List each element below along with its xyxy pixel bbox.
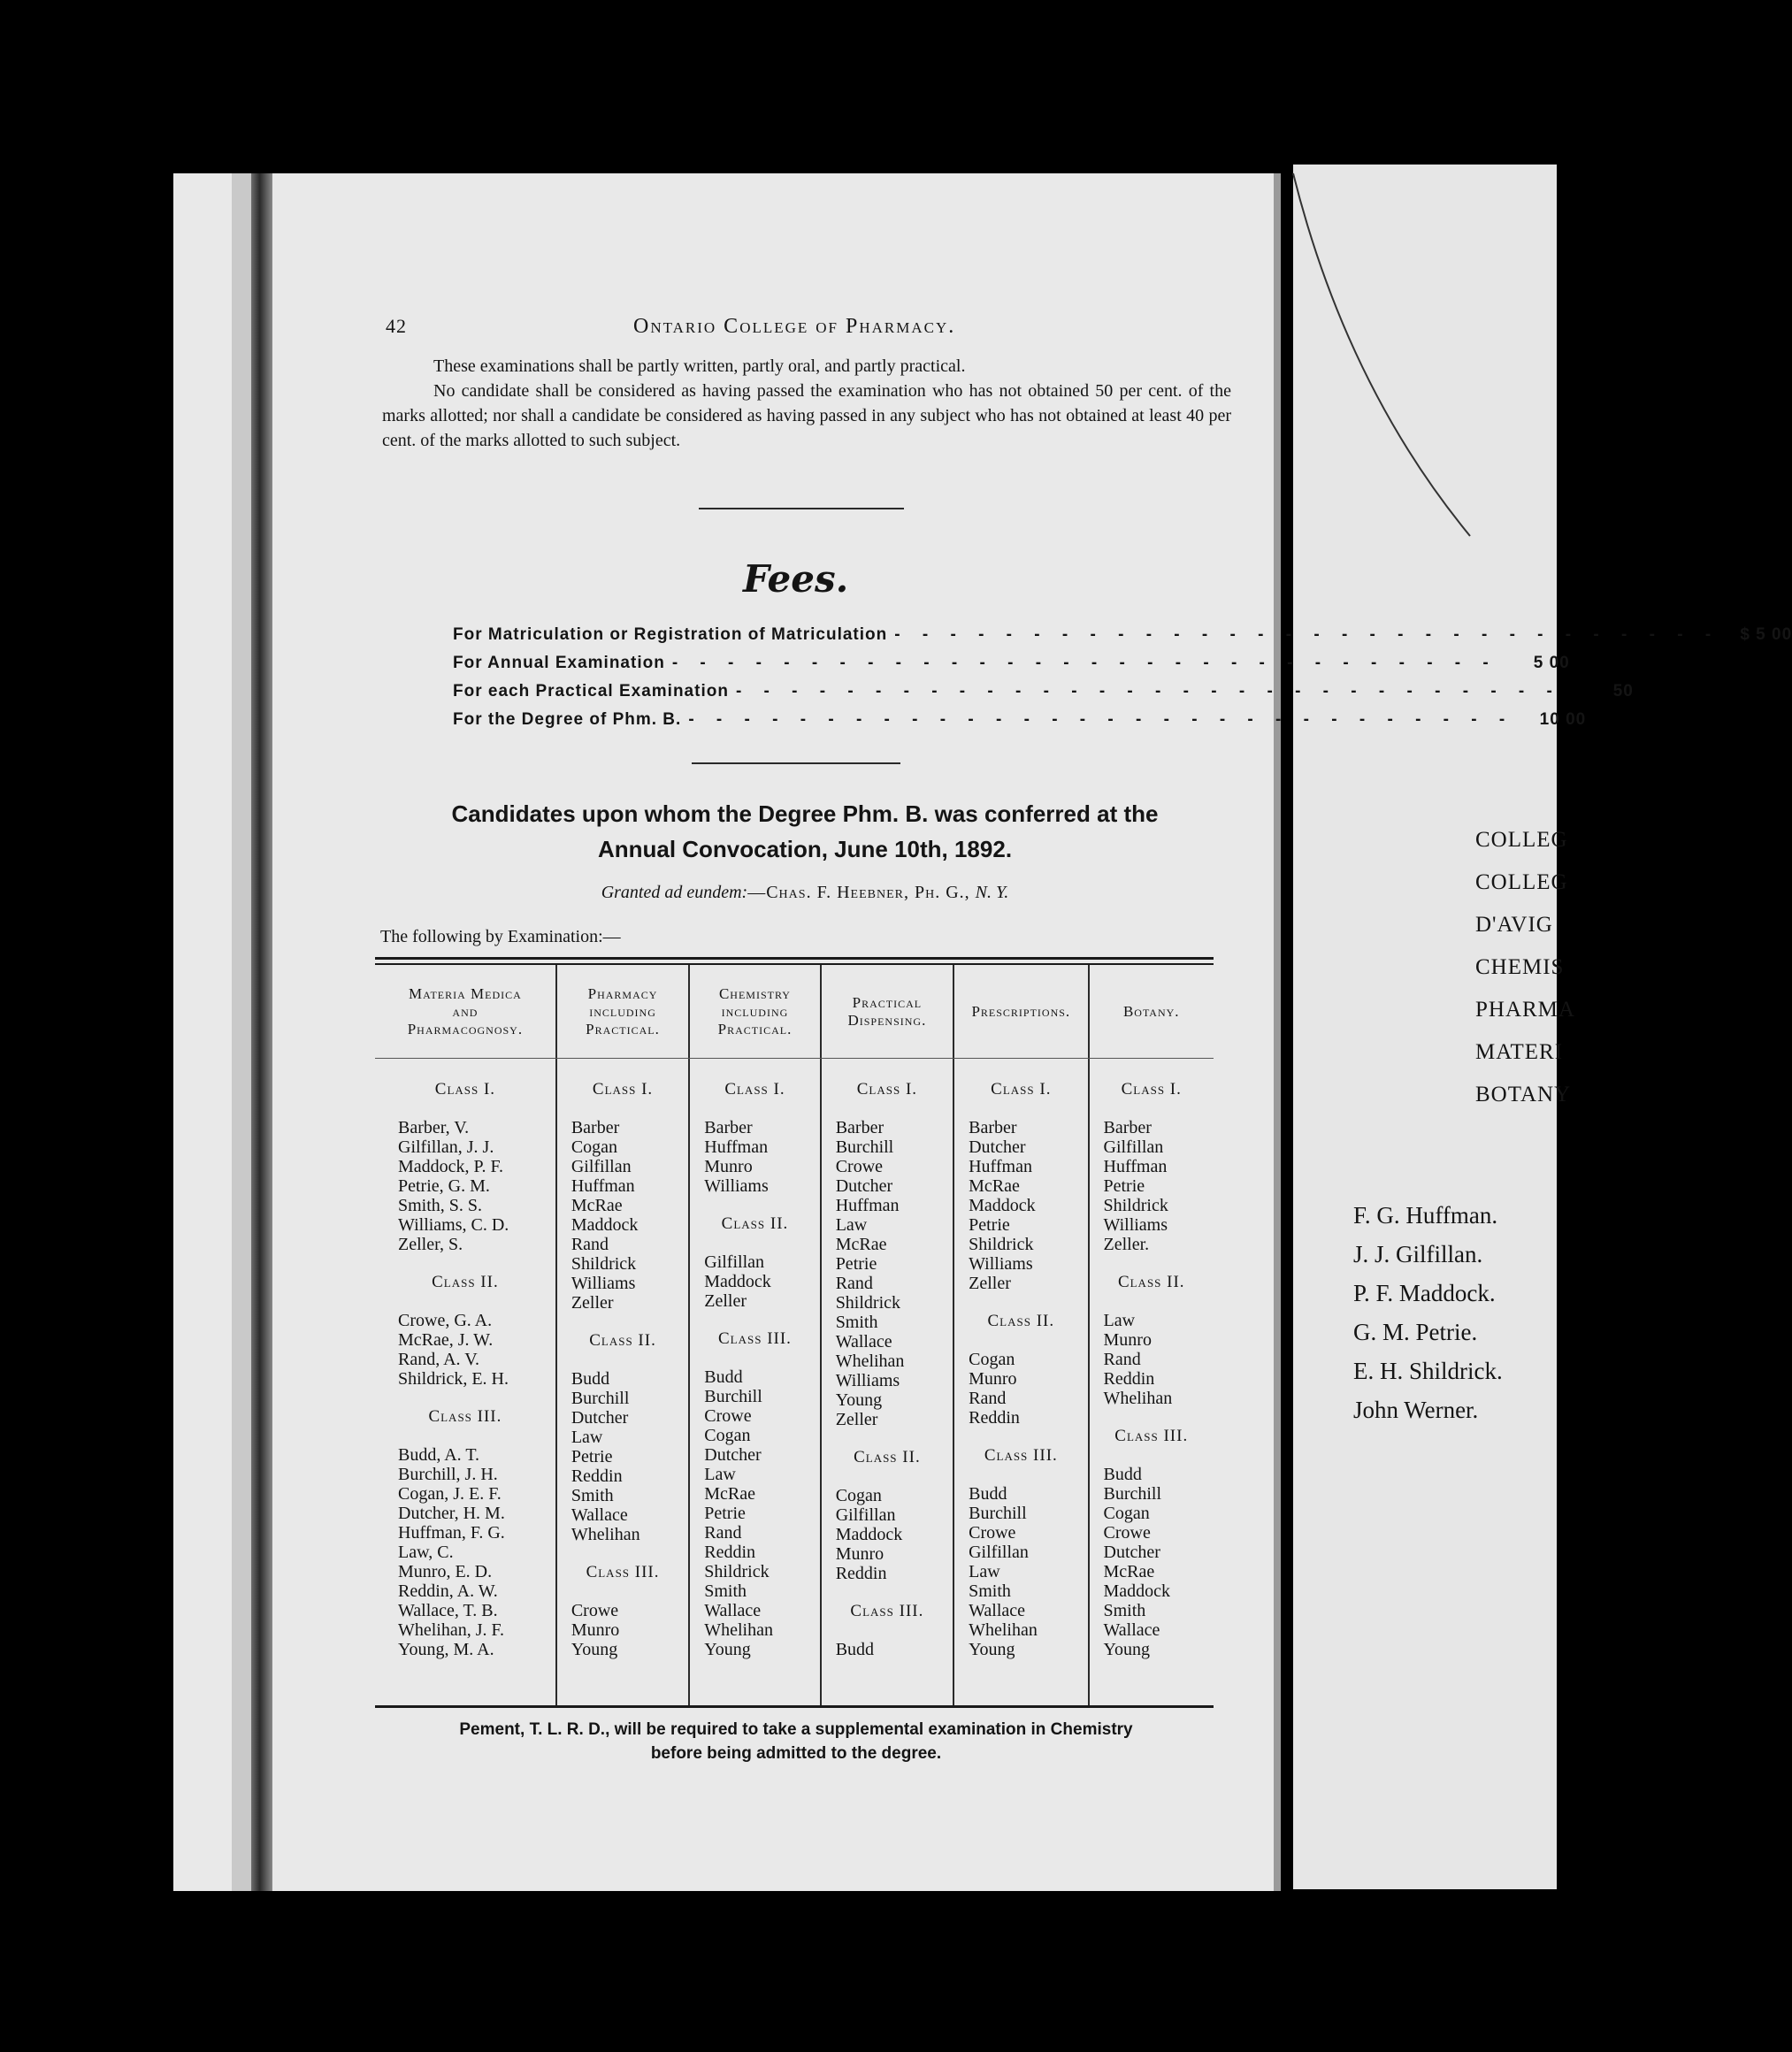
candidate-name: Maddock [571,1215,639,1235]
page-curl-line [1293,165,1557,536]
spacer [690,1311,819,1329]
table-column [690,965,821,1705]
spacer [690,1196,819,1214]
candidate-name: Dutcher [969,1137,1026,1157]
candidate-name: Smith, S. S. [398,1196,483,1215]
candidate-name: Gilfillan [704,1252,765,1272]
candidate-name: Burchill [571,1389,630,1408]
candidate-name: Williams [571,1274,636,1293]
candidate-name: Law [571,1428,603,1447]
candidate-name: Zeller [571,1293,614,1313]
candidate-name: Zeller [969,1274,1011,1293]
class-heading: Class II. [1117,1273,1185,1291]
candidate-name: Huffman [969,1157,1032,1176]
table-column [375,965,557,1705]
candidate-name: Budd [1103,1465,1142,1484]
candidate-name: Young [1103,1640,1150,1659]
column-header-line: Practical [852,993,923,1011]
fee-leader-dots: - - - - - - - - - - - - - - - - - - - - - - - - - - - - - - [688,710,1514,729]
spacer [822,1583,953,1602]
spacer [822,1621,953,1640]
candidate-name: Wallace [835,1332,892,1351]
divider [692,762,900,764]
facing-page-line: CHEMIS [1475,955,1565,979]
facing-page-name: J. J. Gilfillan. [1353,1241,1483,1267]
candidate-name: Barber [571,1118,620,1137]
column-header [557,965,688,1058]
candidate-name: McRae, J. W. [398,1330,494,1350]
column-header-line: Dispensing. [847,1011,927,1029]
facing-page-name: John Werner. [1353,1397,1479,1423]
candidate-name: Crowe [704,1406,752,1426]
page-gutter [251,173,272,1891]
table-column [822,965,954,1705]
footnote-line: before being admitted to the degree. [650,1744,942,1763]
column-header-line: including [721,1002,789,1020]
granted-place: N. Y. [975,883,1009,902]
facing-page-name: E. H. Shildrick. [1353,1358,1503,1384]
fee-label: For Annual Examination [453,654,665,672]
fee-label: For each Practical Examination [453,682,729,701]
candidate-name: Munro [1103,1330,1152,1350]
candidate-name: McRae [835,1235,887,1254]
column-header-line: Practical. [717,1020,793,1037]
candidate-name: Gilfillan [1103,1137,1164,1157]
candidate-name: Dutcher [704,1445,762,1465]
candidate-name: Rand [835,1274,873,1293]
spacer [954,1293,1087,1312]
candidate-name: Whelihan, J. F. [398,1620,505,1640]
spacer [822,1099,953,1118]
candidate-name: Cogan [704,1426,751,1445]
class-heading: Class III. [586,1563,660,1581]
column-body [690,1080,819,1659]
column-header-line: including [589,1002,656,1020]
candidate-name: Rand, A. V. [398,1350,480,1369]
footnote [389,1718,1203,1765]
candidate-name: Law [835,1215,868,1235]
class-heading: Class III. [428,1407,502,1426]
candidate-name: Whelihan [704,1620,773,1640]
candidate-name: Munro [704,1157,753,1176]
candidate-name: McRae [969,1176,1020,1196]
facing-page-college-list [1475,819,1575,1116]
candidate-name: Zeller, S. [398,1235,463,1254]
candidate-name: Dutcher [835,1176,893,1196]
facing-page-name: P. F. Maddock. [1353,1280,1496,1306]
facing-page-line: COLLEG [1475,828,1568,852]
candidate-name: Budd [835,1640,875,1659]
candidate-name: Rand [969,1389,1007,1408]
intro-paragraph: These examinations shall be partly written, partly oral, and partly practical. [433,356,966,376]
candidate-name: Burchill [835,1137,894,1157]
table-rule [375,1705,1214,1708]
candidate-name: Shildrick, E. H. [398,1369,509,1389]
column-header [375,965,555,1058]
candidate-name: Petrie, G. M. [398,1176,490,1196]
candidate-name: Wallace [704,1601,762,1620]
candidate-name: Maddock [704,1272,771,1291]
candidate-name: Williams [1103,1215,1168,1235]
spacer [375,1254,555,1273]
candidate-name: Smith [969,1581,1011,1601]
running-title: Ontario College of Pharmacy. [633,315,956,338]
column-header [954,965,1087,1058]
column-header-line: Prescriptions. [971,1002,1071,1020]
table-rule [375,957,1214,960]
facing-page-line: D'AVIG [1475,913,1553,937]
candidate-name: Huffman [835,1196,900,1215]
spacer [375,1099,555,1118]
granted-label: Granted ad eundem: [601,883,748,902]
class-heading: Class I. [592,1080,654,1099]
spacer [375,1389,555,1407]
candidate-name: Reddin [835,1564,887,1583]
candidate-name: Gilfillan [969,1543,1029,1562]
spacer [690,1099,819,1118]
candidate-name: Munro [969,1369,1017,1389]
facing-page-name: F. G. Huffman. [1353,1202,1498,1229]
fee-row [453,621,1792,649]
spacer [954,1466,1087,1484]
class-heading: Class I. [856,1080,918,1099]
candidate-name: Shildrick [571,1254,637,1274]
class-heading: Class III. [1114,1427,1189,1445]
candidate-name: Cogan [835,1486,882,1505]
spacer [557,1544,688,1563]
column-header-line: Practical. [586,1020,660,1037]
fee-label: For Matriculation or Registration of Matriculation [453,625,888,644]
fees-heading: Fees. [743,557,849,601]
column-body [375,1080,555,1659]
candidate-name: Dutcher [1103,1543,1160,1562]
candidate-name: Burchill [704,1387,762,1406]
column-header [690,965,819,1058]
column-header-line: Chemistry [718,984,791,1002]
candidate-name: Shildrick [1103,1196,1168,1215]
candidate-name: Whelihan [969,1620,1038,1640]
facing-page-line: MATERI [1475,1040,1564,1064]
candidate-name: Whelihan [571,1525,640,1544]
class-heading: Class II. [987,1312,1055,1330]
spacer [557,1351,688,1369]
spacer [1090,1446,1214,1465]
candidate-name: Whelihan [1103,1389,1173,1408]
intro-paragraph: No candidate shall be considered as having passed the examination who has not obtained 50 per cent. of the marks allotted; nor shall a candidate be considered as having passed in any subject who has not obtained at least 40 per cent. of the marks allotted to such subject. [382,381,1231,450]
table-column [954,965,1089,1705]
divider [699,508,904,509]
candidate-name: Whelihan [835,1351,905,1371]
candidate-name: Barber [1103,1118,1152,1137]
column-header [1090,965,1214,1058]
candidate-name: Barber [704,1118,753,1137]
spacer [954,1428,1087,1446]
candidate-name: Crowe [969,1523,1016,1543]
page-edge [232,173,251,1891]
candidate-name: Petrie [969,1215,1010,1235]
candidate-name: Crowe [835,1157,884,1176]
class-heading: Class II. [432,1273,499,1291]
candidate-name: Cogan [969,1350,1015,1369]
fee-leader-dots: - - - - - - - - - - - - - - - - - - - - - - - - - - - - - - [894,625,1720,644]
candidate-name: Crowe [1103,1523,1151,1543]
candidate-name: McRae [1103,1562,1155,1581]
candidate-name: Crowe, G. A. [398,1311,493,1330]
class-heading: Class II. [721,1214,789,1233]
candidate-name: Gilfillan, J. J. [398,1137,494,1157]
candidate-name: Law [704,1465,736,1484]
candidate-name: Shildrick [704,1562,770,1581]
candidates-heading-line: Annual Convocation, June 10th, 1892. [597,836,1013,862]
candidate-name: Munro [571,1620,620,1640]
candidate-name: Maddock [1103,1581,1171,1601]
spacer [690,1234,819,1252]
spacer [822,1467,953,1486]
candidate-name: Williams, C. D. [398,1215,509,1235]
candidate-name: Burchill [1103,1484,1162,1504]
candidate-name: Shildrick [835,1293,901,1313]
candidate-name: Smith [835,1313,878,1332]
spacer [1090,1408,1214,1427]
class-heading: Class I. [724,1080,785,1099]
fees-list [453,621,1792,734]
candidate-name: McRae [704,1484,756,1504]
candidate-name: Williams [704,1176,769,1196]
candidate-name: Maddock [835,1525,903,1544]
candidate-name: Law [1103,1311,1136,1330]
candidate-name: Law [969,1562,1000,1581]
class-heading: Class III. [984,1446,1058,1465]
column-body [557,1080,688,1659]
candidate-name: Reddin [1103,1369,1155,1389]
candidate-name: McRae [571,1196,623,1215]
candidate-name: Dutcher, H. M. [398,1504,505,1523]
candidate-name: Shildrick [969,1235,1034,1254]
candidate-name: Reddin [704,1543,756,1562]
fee-amount: 50 [1612,682,1634,701]
column-body [822,1080,953,1659]
column-header [822,965,953,1058]
class-heading: Class I. [434,1080,496,1099]
facing-page-line: COLLEG [1475,870,1568,894]
column-header-line: Materia Medica [409,984,522,1002]
candidate-name: Budd [571,1369,610,1389]
spacer [954,1331,1087,1350]
candidate-name: Wallace, T. B. [398,1601,498,1620]
candidate-name: Cogan, J. E. F. [398,1484,502,1504]
candidate-name: Huffman, F. G. [398,1523,505,1543]
results-table [375,957,1214,1714]
candidate-name: Huffman [1103,1157,1168,1176]
candidate-name: Young, M. A. [398,1640,494,1659]
candidate-name: Reddin [969,1408,1020,1428]
facing-page-line: PHARMA [1475,998,1575,1022]
candidate-name: Munro, E. D. [398,1562,493,1581]
table-header-rule [375,1058,1214,1059]
candidate-name: Huffman [571,1176,635,1196]
table-column [1090,965,1214,1705]
facing-page-names-list [1353,1196,1503,1429]
candidate-name: Burchill, J. H. [398,1465,498,1484]
candidate-name: Crowe [571,1601,619,1620]
column-body [1090,1080,1214,1659]
candidate-name: Williams [835,1371,900,1390]
fee-leader-dots: - - - - - - - - - - - - - - - - - - - - - - - - - - - - - - [671,654,1497,672]
candidate-name: Young [969,1640,1015,1659]
candidate-name: Reddin, A. W. [398,1581,498,1601]
class-heading: Class I. [1121,1080,1182,1099]
granted-name: —Chas. F. Heebner, Ph. G., [747,883,976,902]
candidate-name: Gilfillan [835,1505,896,1525]
candidate-name: Zeller [704,1291,747,1311]
candidate-name: Huffman [704,1137,769,1157]
spacer [954,1099,1087,1118]
fee-row [453,706,1587,734]
class-heading: Class III. [850,1602,924,1620]
fee-row [453,649,1570,678]
candidate-name: Petrie [1103,1176,1145,1196]
candidate-name: Young [704,1640,751,1659]
spacer [557,1099,688,1118]
candidate-name: Smith [571,1486,614,1505]
facing-page-line: BOTANY [1475,1083,1572,1106]
candidate-name: Young [835,1390,883,1410]
candidate-name: Wallace [571,1505,628,1525]
table-columns [375,965,1214,1705]
candidate-name: Petrie [835,1254,877,1274]
candidate-name: Cogan [571,1137,618,1157]
class-heading: Class II. [854,1448,921,1466]
candidate-name: Burchill [969,1504,1027,1523]
spacer [1090,1254,1214,1273]
footnote-line: Pement, T. L. R. D., will be required to take a supplemental examination in Chemistry [459,1720,1133,1739]
spacer [557,1582,688,1601]
following-by-examination: The following by Examination:— [380,927,621,946]
candidate-name: Budd [969,1484,1007,1504]
candidate-name: Smith [1103,1601,1146,1620]
spacer [1090,1099,1214,1118]
candidate-name: Budd, A. T. [398,1445,480,1465]
column-header-line: and [452,1002,479,1020]
spacer [1090,1292,1214,1311]
intro-text [382,354,1231,453]
candidate-name: Barber, V. [398,1118,470,1137]
fee-amount: 10 00 [1539,710,1587,729]
candidate-name: Barber [969,1118,1017,1137]
candidates-heading-line: Candidates upon whom the Degree Phm. B. was conferred at the [451,800,1159,827]
candidate-name: Petrie [704,1504,746,1523]
fee-amount: 5 00 [1533,654,1570,672]
candidate-name: Reddin [571,1466,623,1486]
candidate-name: Young [571,1640,618,1659]
spacer [690,1349,819,1367]
candidate-name: Zeller. [1103,1235,1150,1254]
fee-label: For the Degree of Phm. B. [453,710,682,729]
column-header-line: Pharmacognosy. [407,1020,524,1037]
class-heading: Class I. [991,1080,1052,1099]
class-heading: Class II. [589,1331,656,1350]
column-header-line: Botany. [1122,1002,1180,1020]
column-body [954,1080,1087,1659]
candidate-name: Williams [969,1254,1033,1274]
page-number: 42 [386,315,407,337]
spacer [822,1429,953,1448]
candidate-name: Maddock [969,1196,1036,1215]
column-header-line: Pharmacy [587,984,658,1002]
candidates-heading [380,796,1229,867]
candidate-name: Rand [571,1235,609,1254]
candidate-name: Petrie [571,1447,613,1466]
candidate-name: Zeller [835,1410,878,1429]
spacer [375,1292,555,1311]
spacer [375,1427,555,1445]
candidate-name: Wallace [1103,1620,1160,1640]
candidate-name: Budd [704,1367,743,1387]
granted-ad-eundem [380,883,1229,903]
fee-row [453,678,1634,706]
candidate-name: Rand [1103,1350,1141,1369]
class-heading: Class III. [717,1329,792,1348]
candidate-name: Wallace [969,1601,1026,1620]
candidate-name: Dutcher [571,1408,629,1428]
candidate-name: Barber [835,1118,885,1137]
candidate-name: Munro [835,1544,885,1564]
fee-amount: $ 5 00 [1740,625,1792,644]
candidate-name: Smith [704,1581,747,1601]
fee-leader-dots: - - - - - - - - - - - - - - - - - - - - - - - - - - - - - - [735,682,1561,701]
table-column [557,965,690,1705]
candidate-name: Maddock, P. F. [398,1157,503,1176]
candidate-name: Gilfillan [571,1157,632,1176]
candidate-name: Rand [704,1523,742,1543]
candidate-name: Cogan [1103,1504,1150,1523]
spacer [557,1313,688,1331]
candidate-name: Law, C. [398,1543,454,1562]
facing-page-name: G. M. Petrie. [1353,1319,1478,1345]
